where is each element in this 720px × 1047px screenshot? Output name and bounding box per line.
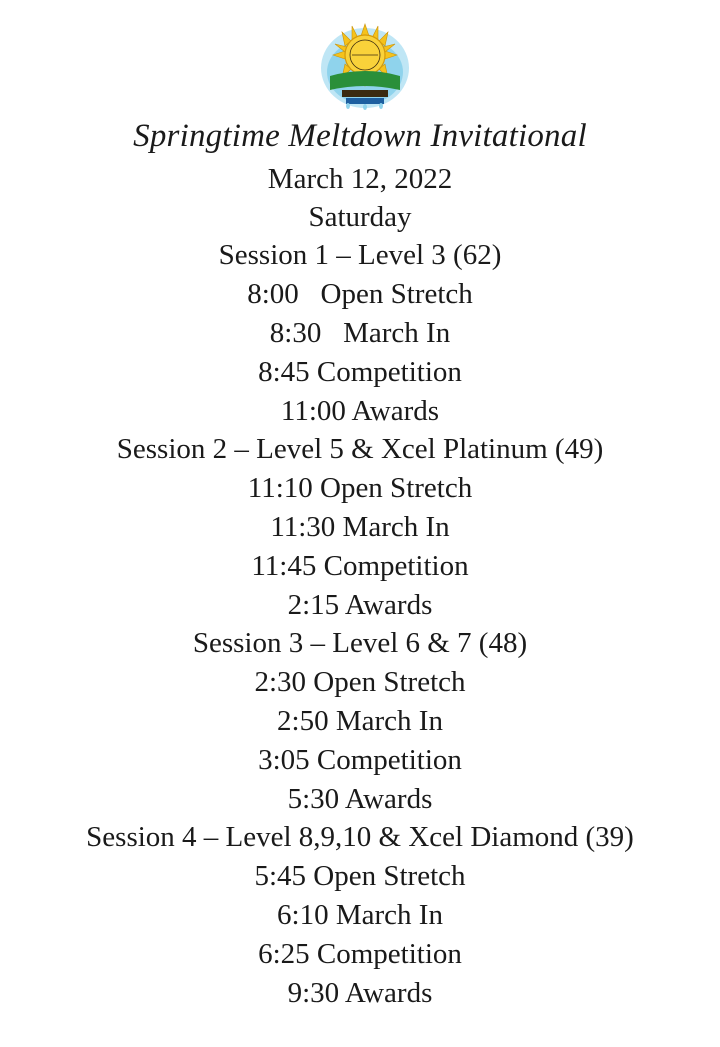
schedule-item: 3:05 Competition [258, 744, 462, 776]
schedule-item: 5:30 Awards [287, 783, 433, 815]
schedule-item: 9:30 Awards [287, 977, 433, 1009]
schedule-item: 8:45 Competition [258, 356, 462, 388]
sun-logo [318, 20, 412, 110]
schedule-item: 11:30 March In [270, 511, 450, 543]
schedule-item: 2:15 Awards [287, 589, 433, 621]
schedule-item: 11:45 Competition [251, 550, 469, 582]
schedule-item: 5:45 Open Stretch [254, 860, 466, 892]
event-date: March 12, 2022 [267, 163, 453, 195]
session-header: Session 4 – Level 8,9,10 & Xcel Diamond (39) [86, 821, 634, 853]
schedule-item: 2:50 March In [277, 705, 443, 737]
schedule-item: 8:30 March In [269, 317, 451, 349]
event-day: Saturday [308, 201, 412, 233]
session-header: Session 3 – Level 6 & 7 (48) [192, 627, 528, 659]
session-header: Session 2 – Level 5 & Xcel Platinum (49) [116, 433, 604, 465]
event-title: Springtime Meltdown Invitational [133, 118, 587, 154]
schedule-item: 11:10 Open Stretch [247, 472, 473, 504]
session-header: Session 1 – Level 3 (62) [218, 239, 502, 271]
schedule-item: 2:30 Open Stretch [254, 666, 466, 698]
schedule-item: 6:25 Competition [258, 938, 462, 970]
schedule-item: 8:00 Open Stretch [247, 278, 473, 310]
schedule-item: 6:10 March In [277, 899, 443, 931]
sun-logo-icon [318, 20, 412, 110]
schedule-item: 11:00 Awards [280, 395, 440, 427]
